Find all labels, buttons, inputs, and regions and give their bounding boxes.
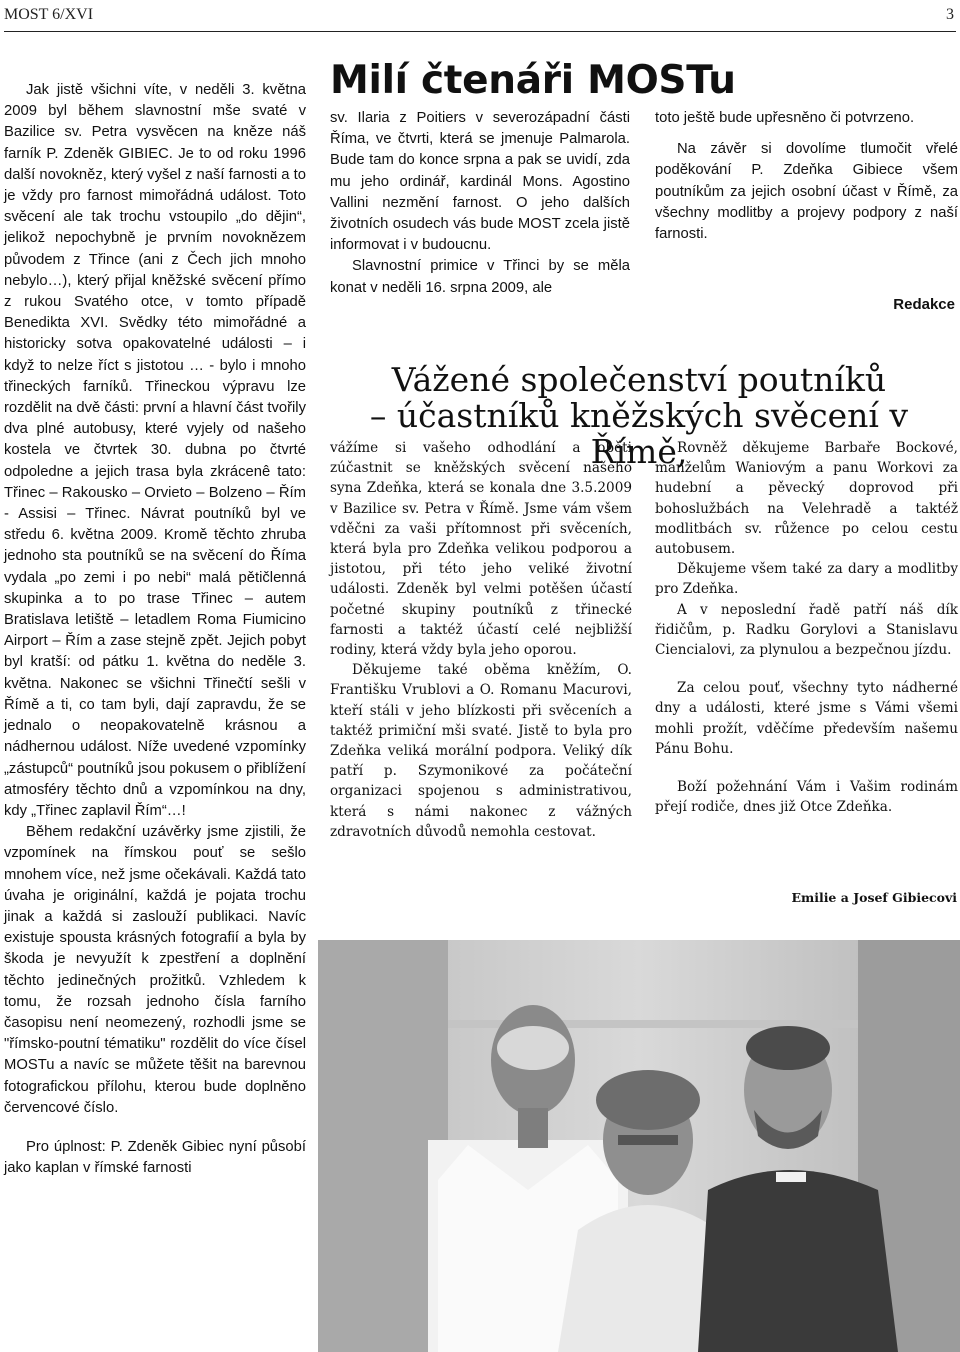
column-right (655, 108, 958, 245)
col1-paragraph-3: Pro úplnost: P. Zdeněk Gibiec nyní působí jako kaplan v římské farnosti (4, 1138, 306, 1177)
group-photo-illustration (318, 940, 960, 1352)
letter-heading-line2: – účastníků kněžských svěcení v Římě, (369, 396, 909, 471)
col2-paragraph-2: Slavnostní primice v Třinci by se měla konat v neděli 16. srpna 2009, ale (330, 258, 630, 296)
page-number: 3 (946, 6, 954, 23)
issue-label: MOST 6/XVI (4, 6, 94, 23)
letter-right-paragraph-2: Děkujeme všem také za dary a modlitby pro Zdeňka. (655, 561, 958, 598)
col3-paragraph-2: Na závěr si dovolíme tlumočit vřelé poděkování P. Zdeňka Gibiece všem poutníkům za jejich osobní účast v Římě, za všechny modlitby a projevy podpory z naší farnosti. (655, 141, 958, 243)
signature-redakce: Redakce (893, 296, 955, 313)
letter-left-paragraph-2: Děkujeme také oběma kněžím, O. Františku Vrublovi a O. Romanu Macurovi, kteří stáli v jeho blízkosti při svěceních a taktéž primiční mši svaté. Jistě to byla pro Zdeňka veliká morální podpora. Veliký dík patří p. Szymonikové za počáteční organizaci spojenou s administrativou, která s námi nakonec z vážných zdravotních důvodů nemohla cestovat. (330, 662, 632, 840)
letter-left-paragraph-1: vážíme si vašeho odhodlání a oběti zúčastnit se kněžských svěcení našeho syna Zdeňka, která se konala dne 3.5.2009 v Bazilice sv. Petra v Římě. Jsme vám všem vděčni za vaši přítomnost při svěceních, která byla pro Zdeňka velikou podporou a jistotou, při této jeho veliké životní události. Zdeněk byl velmi potěšen účastí početné skupiny poutníků z třinecké farnosti a taktéž účastí celé nejbližší rodiny, která vždy byla jeho oporou. (330, 440, 632, 659)
letter-column-left (330, 438, 632, 842)
letter-right-paragraph-4: Za celou pouť, všechny tyto nádherné dny a události, které jsme s Vámi všemi mohli prožít, vděčíme především našemu Pánu Bohu. (655, 680, 958, 757)
group-photo (318, 940, 960, 1352)
letter-right-paragraph-3: A v neposlední řadě patří náš dík řidičům, p. Radku Gorylovi a Stanislavu Ciencialovi, za plynulou a bezpečnou jízdu. (655, 601, 958, 659)
letter-right-paragraph-5: Boží požehnání Vám i Vašim rodinám přejí rodiče, dnes již Otce Zdeňka. (655, 779, 958, 816)
letter-signature: Emilie a Josef Gibiecovi (791, 890, 957, 905)
column-middle (330, 108, 630, 299)
letter-heading-line1: Vážené společenství poutníků (391, 360, 887, 399)
col2-paragraph-1: sv. Ilaria z Poitiers v severozápadní části Říma, ve čtvrti, která se jmenuje Palmarola. Bude tam do konce srpna a pak se uvidí, zda mu jeho ordinář, kardinál Mons. Agostino Vallini nezmění farnost. O jeho dalších životních osudech vás bude MOST zcela jistě informovat i v budoucnu. (330, 110, 630, 254)
letter-right-paragraph-1: Rovněž děkujeme Barbaře Bockové, manželům Waniovým a panu Workovi za hudební a pěvecký doprovod při bohoslužbách na Velehradě a taktéž modlitbách sv. růžence po celou cestu autobusem. (655, 440, 958, 558)
col1-paragraph-2: Během redakční uzávěrky jsme zjistili, že vzpomínek na římskou pouť se sešlo mnohem více, než jsme očekávali. Každá tato úvaha je originální, každá je pojata trochu jinak a každá si zaslouží publikaci. Navíc existuje spousta krásných fotografií a byla by škoda je nevyužít k zpestření a doplnění těchto jedinečných prožitků. Vzhledem k tomu, že rozsah jednoho čísla farního časopisu není neomezený, rozhodli jsme se "římsko-poutní tématiku" rozdělit do více čísel MOSTu a navíc se můžete těšit na barevnou fotografickou přílohu, kterou bude doplněno červencové číslo. (4, 824, 306, 1116)
page-title: Milí čtenáři MOSTu (330, 58, 736, 103)
col3-paragraph-1: toto ještě bude upřesněno či potvrzeno. (655, 110, 915, 126)
col1-paragraph-1: Jak jistě všichni víte, v neděli 3. května 2009 byl během slavnostní mše svaté v Bazilice sv. Petra vysvěcen na kněze náš farník P. Zdeněk GIBIEC. Je to od roku 1996 další novokněz, který vyšel z naší farnosti a to je vždy pro farnost mimořádná událost. Toto svěcení ale tak trochu vstoupilo „do dějin“, jelikož nepochybně je prvním novoknězem původem z Třince (ani z Čech jich mnoho nebylo…), který přijal kněžské svěcení přímo z rukou Svatého otce, v tomto případě Benedikta XVI. Svědky této mimořádné a historicky sotva opakovatelné události – i když to nelze říct s jistotou … - bylo i mnoho třineckých farníků. Třineckou výpravu lze rozdělit na dvě části: první a hlavní část tvořily dva plné autobusy, které vyjely od našeho kostela ve čtvrtek 30. dubna po čtvrté odpoledne a jejich trasa byla zkrácenê tato: Třinec – Rakousko – Orvieto – Bolzeno – Řím - Assisi – Třinec. Návrat poutníků byl ve středu 6. května 2009. Kromě těchto zhruba jednoho sta poutníků se na svěcení do Říma vydala „po zemi i po nebi“ malá pětičlenná skupinka a to po trase Třinec – autem Bratislava letiště – letadlem Roma Fiumicino Airport – Řím a zase stejně zpět. Jejich pobyt byl kratší: od pátku 1. května do neděle 3. května. Nakonec se všichni Třinečtí sešli v Římě a ti, co tam byli, dají zapravdu, že se jednalo o neopakovatelně krásnou a nádhernou událost. Níže uvedené vzpomínky „zástupců“ poutníků jsou pokusem o přiblížení atmosféry těchto dnů a vzpomínkou na dny, kdy „Třinec zaplavil Řím“…! (4, 82, 306, 819)
column-left (4, 80, 306, 1179)
header-rule (4, 31, 956, 32)
letter-column-right (655, 438, 958, 817)
